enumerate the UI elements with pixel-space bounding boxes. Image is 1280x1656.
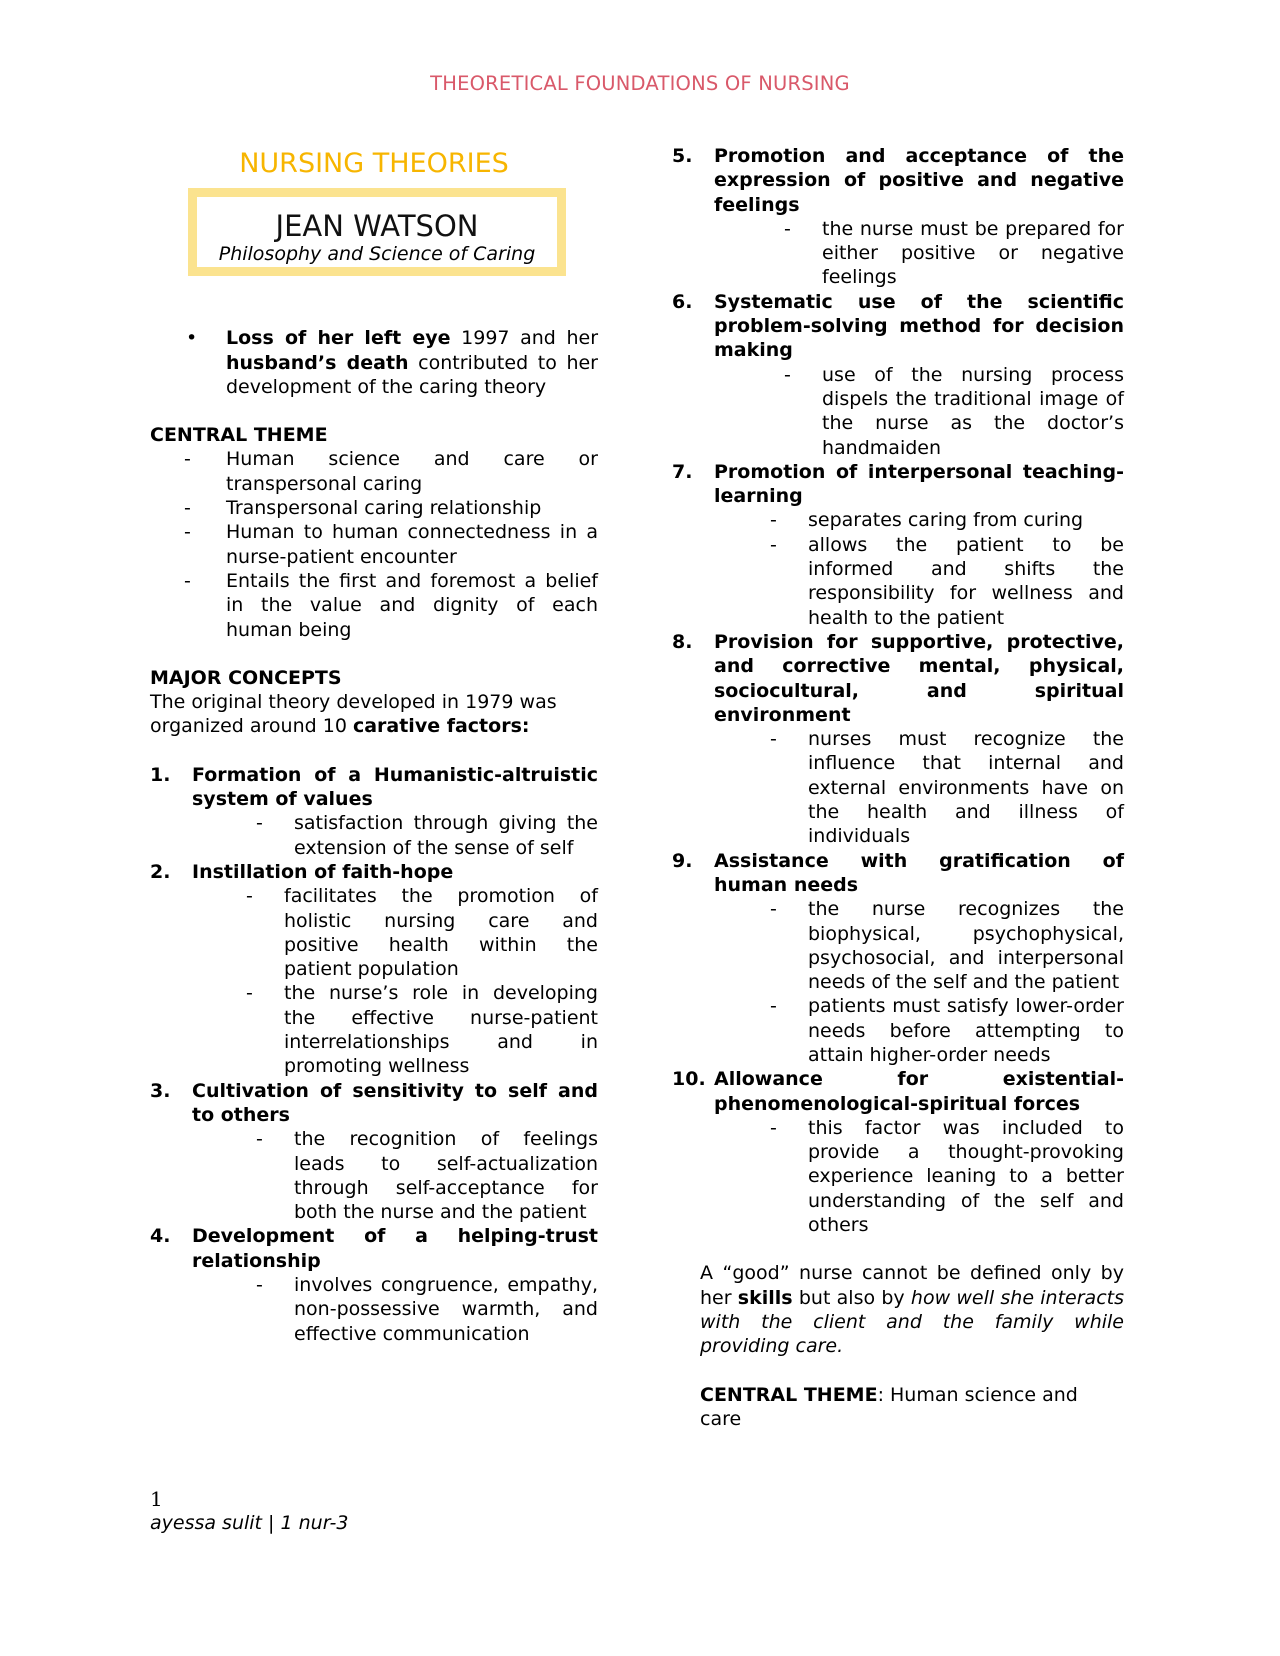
bio-text: Loss of her left eye 1997 and her husband’s death contributed to her development of the caring theory bbox=[226, 327, 598, 398]
list-item: - facilitates the promotion of holistic nursing care and positive health within the patient population bbox=[150, 884, 598, 981]
document-header: THEORETICAL FOUNDATIONS OF NURSING bbox=[430, 72, 850, 95]
factor-heading: 7. Promotion of interpersonal teaching-learning bbox=[672, 460, 1124, 508]
dash-icon: - bbox=[256, 1273, 263, 1296]
page-number: 1 bbox=[150, 1487, 163, 1511]
dash-icon: - bbox=[256, 812, 263, 835]
dash-icon: - bbox=[770, 995, 777, 1018]
page-title: NURSING THEORIES bbox=[239, 148, 509, 179]
dash-icon: - bbox=[770, 1116, 777, 1139]
central-theme-summary: CENTRAL THEME: Human science and care bbox=[700, 1383, 1078, 1430]
list-item: - involves congruence, empathy, non-possessive warmth, and effective communication bbox=[150, 1273, 598, 1346]
factor-heading: 1. Formation of a Humanistic-altruistic system of values bbox=[150, 763, 598, 811]
dash-icon: - bbox=[184, 497, 191, 520]
list-item: - patients must satisfy lower-order needs before attempting to attain higher-order needs bbox=[672, 994, 1124, 1067]
dash-icon: - bbox=[246, 982, 253, 1005]
factor-heading: 8. Provision for supportive, protective, and corrective mental, physical, sociocultural, and spiritual environment bbox=[672, 630, 1124, 726]
list-item: - satisfaction through giving the extension of the sense of self bbox=[150, 811, 598, 860]
right-column bbox=[672, 144, 1124, 1431]
list-item: - the nurse’s role in developing the effective nurse-patient interrelationships and in promoting wellness bbox=[150, 981, 598, 1078]
closing-block bbox=[672, 1261, 1124, 1431]
factor-heading: 2. Instillation of faith-hope bbox=[150, 860, 454, 883]
list-item: - Human science and care or transpersonal caring bbox=[150, 447, 598, 496]
list-item: - nurses must recognize the influence that internal and external environments have on the health and illness of individuals bbox=[672, 727, 1124, 848]
dash-icon: - bbox=[784, 363, 791, 386]
dash-icon: - bbox=[184, 521, 191, 544]
closing-paragraph: A “good” nurse cannot be defined only by her skills but also by how well she interacts with the client and the family while providing care. bbox=[700, 1262, 1124, 1358]
factor-heading: 3. Cultivation of sensitivity to self and to others bbox=[150, 1079, 598, 1126]
list-item: - allows the patient to be informed and shifts the responsibility for wellness and health to the patient bbox=[672, 533, 1124, 630]
major-concepts-heading: MAJOR CONCEPTS bbox=[150, 666, 342, 689]
central-theme-list bbox=[150, 447, 598, 641]
list-item: - the recognition of feelings leads to self-actualization through self-acceptance for both the nurse and the patient bbox=[150, 1127, 598, 1224]
major-concepts-intro: The original theory developed in 1979 was organized around 10 carative factors: bbox=[150, 691, 557, 738]
factor-heading: 9. Assistance with gratification of human needs bbox=[672, 849, 1124, 896]
list-item: - Entails the first and foremost a belief in the value and dignity of each human being bbox=[150, 569, 598, 642]
dash-icon: - bbox=[184, 448, 191, 471]
list-item: - Transpersonal caring relationship bbox=[150, 496, 598, 520]
list-item: - Human to human connectedness in a nurse-patient encounter bbox=[150, 520, 598, 569]
dash-icon: - bbox=[184, 569, 191, 592]
dash-icon: - bbox=[770, 898, 777, 921]
list-item: - the nurse recognizes the biophysical, psychophysical, psychosocial, and interpersonal needs of the self and the patient bbox=[672, 897, 1124, 994]
theorist-name: JEAN WATSON bbox=[275, 209, 479, 244]
list-item: - the nurse must be prepared for either positive or negative feelings bbox=[672, 217, 1124, 290]
footer-author: ayessa sulit | 1 nur-3 bbox=[150, 1512, 349, 1534]
factor-heading: 10. Allowance for existential-phenomenological-spiritual forces bbox=[672, 1068, 1124, 1115]
dash-icon: - bbox=[770, 509, 777, 532]
left-column bbox=[150, 144, 598, 1346]
bullet-icon: • bbox=[186, 327, 198, 350]
list-item: - this factor was included to provide a thought-provoking experience leaning to a better understanding of the self and others bbox=[672, 1116, 1124, 1237]
list-item: - separates caring from curing bbox=[672, 508, 1124, 532]
factor-heading: 5. Promotion and acceptance of the expression of positive and negative feelings bbox=[672, 145, 1124, 216]
list-item: - use of the nursing process dispels the traditional image of the nurse as the doctor’s handmaiden bbox=[672, 363, 1124, 460]
theorist-box bbox=[188, 188, 566, 276]
dash-icon: - bbox=[256, 1128, 263, 1151]
central-theme-heading: CENTRAL THEME bbox=[150, 424, 328, 447]
dash-icon: - bbox=[770, 728, 777, 751]
dash-icon: - bbox=[784, 217, 791, 240]
factor-heading: 6. Systematic use of the scientific problem-solving method for decision making bbox=[672, 290, 1124, 362]
dash-icon: - bbox=[770, 533, 777, 556]
bio-bullet bbox=[150, 326, 598, 399]
dash-icon: - bbox=[246, 885, 253, 908]
theory-subtitle: Philosophy and Science of Caring bbox=[218, 243, 536, 266]
factor-heading: 4. Development of a helping-trust relationship bbox=[150, 1225, 598, 1272]
